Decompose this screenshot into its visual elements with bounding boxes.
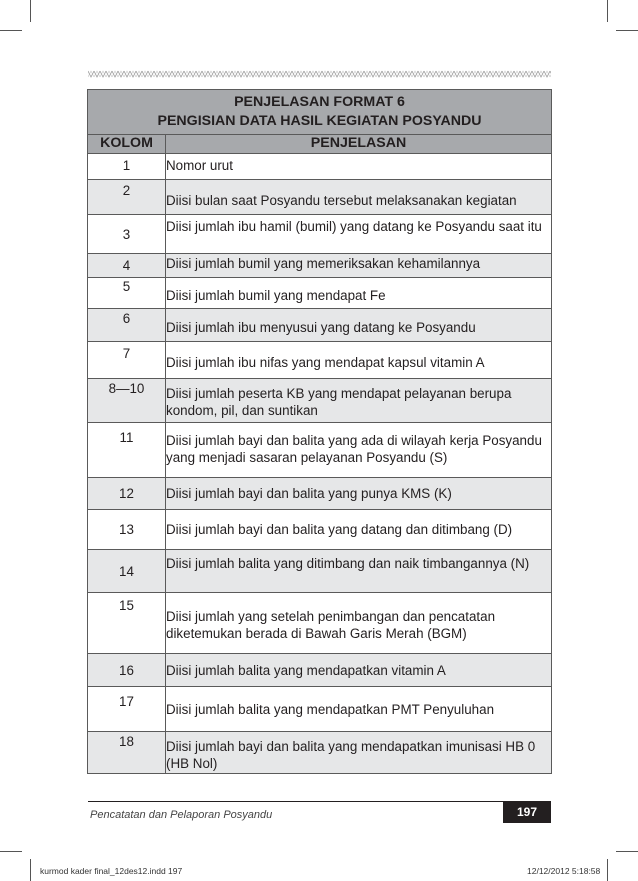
kolom-cell: 16 — [88, 654, 166, 687]
penjelasan-cell: Diisi jumlah ibu hamil (bumil) yang datang ke Posyandu saat itu — [166, 215, 552, 254]
kolom-cell: 5 — [88, 278, 166, 309]
crop-mark — [30, 0, 31, 22]
footer-rule — [88, 801, 551, 802]
kolom-cell: 18 — [88, 732, 166, 774]
kolom-cell: 6 — [88, 309, 166, 342]
format-6-table — [87, 89, 552, 774]
column-header-penjelasan: PENJELASAN — [166, 135, 552, 154]
table-row — [88, 510, 552, 550]
table-row — [88, 309, 552, 342]
crop-mark — [30, 859, 31, 881]
table-row — [88, 423, 552, 478]
kolom-cell: 2 — [88, 180, 166, 215]
penjelasan-cell: Diisi jumlah balita yang mendapatkan vitamin A — [166, 654, 552, 687]
table-title: PENJELASAN FORMAT 6 — [88, 90, 552, 112]
penjelasan-cell: Diisi jumlah peserta KB yang mendapat pelayanan berupa kondom, pil, dan suntikan — [166, 379, 552, 423]
penjelasan-cell: Diisi jumlah bayi dan balita yang datang dan ditimbang (D) — [166, 510, 552, 550]
penjelasan-cell: Diisi jumlah bumil yang memeriksakan kehamilannya — [166, 254, 552, 278]
footer-book-title: Pencatatan dan Pelaporan Posyandu — [90, 809, 273, 821]
crop-mark — [616, 851, 638, 852]
table-row — [88, 379, 552, 423]
crop-mark — [607, 859, 608, 881]
column-header-kolom: KOLOM — [88, 135, 166, 154]
decorative-zigzag-border — [88, 70, 551, 78]
slug-filename: kurmod kader final_12des12.indd 197 — [40, 866, 183, 876]
table-row — [88, 732, 552, 774]
crop-mark — [0, 30, 22, 31]
table-row — [88, 215, 552, 254]
table-row — [88, 180, 552, 215]
page-number: 197 — [503, 801, 551, 823]
table-row — [88, 478, 552, 510]
penjelasan-cell: Diisi jumlah ibu nifas yang mendapat kapsul vitamin A — [166, 342, 552, 379]
table-row — [88, 154, 552, 180]
kolom-cell: 15 — [88, 593, 166, 654]
penjelasan-cell: Diisi jumlah balita yang ditimbang dan naik timbangannya (N) — [166, 550, 552, 593]
table-row — [88, 550, 552, 593]
kolom-cell: 8—10 — [88, 379, 166, 423]
kolom-cell: 4 — [88, 254, 166, 278]
kolom-cell: 7 — [88, 342, 166, 379]
penjelasan-cell: Diisi jumlah yang setelah penimbangan dan pencatatan diketemukan berada di Bawah Garis Merah (BGM) — [166, 593, 552, 654]
kolom-cell: 13 — [88, 510, 166, 550]
penjelasan-cell: Diisi jumlah bumil yang mendapat Fe — [166, 278, 552, 309]
crop-mark — [616, 30, 638, 31]
kolom-cell: 12 — [88, 478, 166, 510]
penjelasan-cell: Diisi jumlah bayi dan balita yang mendapatkan imunisasi HB 0 (HB Nol) — [166, 732, 552, 774]
penjelasan-cell: Diisi bulan saat Posyandu tersebut melaksanakan kegiatan — [166, 180, 552, 215]
table-row — [88, 254, 552, 278]
table-row — [88, 278, 552, 309]
kolom-cell: 11 — [88, 423, 166, 478]
table-subtitle: PENGISIAN DATA HASIL KEGIATAN POSYANDU — [88, 111, 552, 135]
crop-mark — [607, 0, 608, 22]
kolom-cell: 3 — [88, 215, 166, 254]
table-row — [88, 687, 552, 732]
kolom-cell: 17 — [88, 687, 166, 732]
slug-datetime: 12/12/2012 5:18:58 — [527, 866, 601, 876]
table-row — [88, 593, 552, 654]
table-row — [88, 654, 552, 687]
kolom-cell: 1 — [88, 154, 166, 180]
penjelasan-cell: Diisi jumlah balita yang mendapatkan PMT Penyuluhan — [166, 687, 552, 732]
table-row — [88, 342, 552, 379]
penjelasan-cell: Diisi jumlah bayi dan balita yang ada di wilayah kerja Posyandu yang menjadi sasaran pelayanan Posyandu (S) — [166, 423, 552, 478]
penjelasan-cell: Nomor urut — [166, 154, 552, 180]
penjelasan-cell: Diisi jumlah bayi dan balita yang punya KMS (K) — [166, 478, 552, 510]
kolom-cell: 14 — [88, 550, 166, 593]
crop-mark — [0, 851, 22, 852]
penjelasan-cell: Diisi jumlah ibu menyusui yang datang ke Posyandu — [166, 309, 552, 342]
